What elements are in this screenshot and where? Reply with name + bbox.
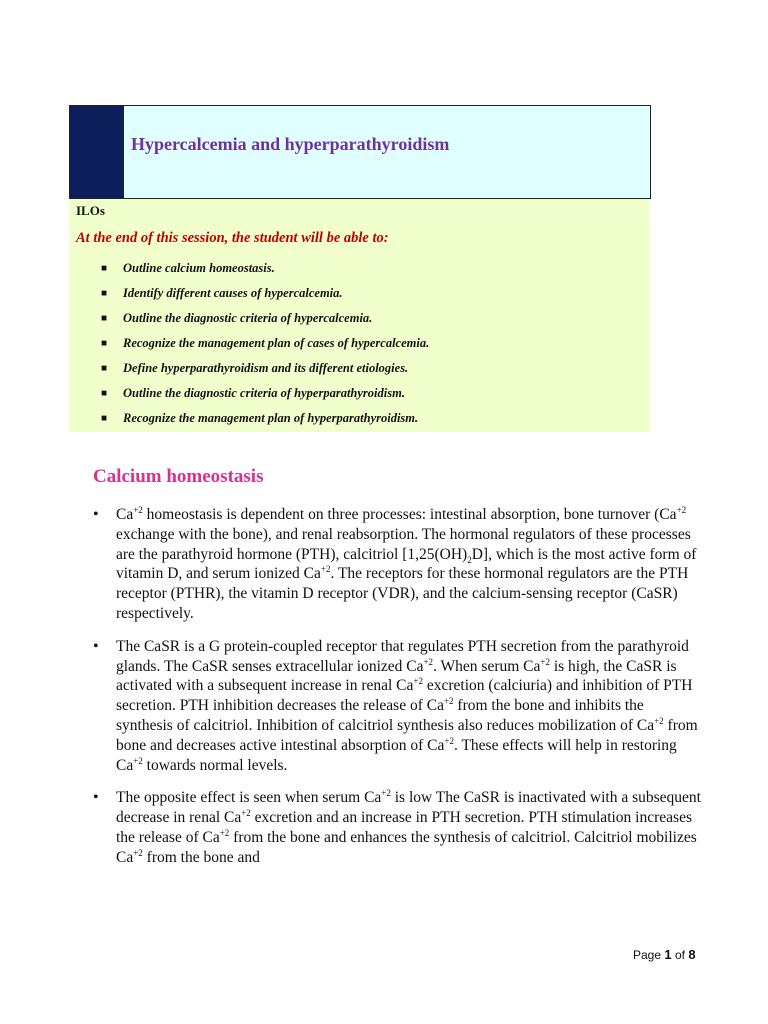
superscript: +2 xyxy=(241,808,251,818)
ilos-item-text: Define hyperparathyroidism and its different etiologies. xyxy=(123,361,409,375)
ilos-heading: ILOs xyxy=(76,203,105,218)
superscript: +2 xyxy=(676,504,687,515)
subscript: 2 xyxy=(467,554,472,565)
ilos-box xyxy=(69,199,650,432)
ilos-list-item xyxy=(101,331,429,356)
ilos-item-text: Recognize the management plan of cases of hypercalcemia. xyxy=(123,336,430,350)
square-bullet-icon: ■ xyxy=(101,288,108,299)
ilos-list-item xyxy=(101,381,429,406)
body-paragraph: $Ca^{+2}$ homeostasis is dependent on three processes: intestinal absorption, bone turnover ($Ca^{+2}$ exchange with the bone), and renal reabsorption. The hormonal regulators of these processes are the parathyroid hormone (PTH), calcitriol $[1,25(OH)_2D]$, which is the most active form of vitamin D, and serum ionized $Ca^{+2}$. The receptors for these hormonal regulators are the PTH receptor (PTHR), the vitamin D receptor (VDR), and the calcium-sensing receptor (CaSR) respectively. xyxy=(116,504,697,622)
page-label: Page xyxy=(633,948,662,962)
body-paragraph: The opposite effect is seen when serum $Ca^{+2}$ is low The CaSR is inactivated with a subsequent decrease in renal $Ca^{+2}$ excretion and an increase in PTH secretion. PTH stimulation increases the release of $Ca^{+2}$ from the bone and enhances the synthesis of calcitriol. Calcitriol mobilizes $Ca^{+2}$ from the bone and xyxy=(116,788,701,866)
ilos-item-text: Identify different causes of hypercalcemia. xyxy=(123,286,343,300)
superscript: +2 xyxy=(654,715,664,726)
superscript: +2 xyxy=(219,827,230,838)
superscript: +2 xyxy=(381,788,391,799)
ilos-item-text: Outline the diagnostic criteria of hypercalcemia. xyxy=(123,311,373,325)
title-box xyxy=(69,105,651,199)
body-list-item xyxy=(93,505,703,624)
superscript: +2 xyxy=(443,696,454,707)
square-bullet-icon: ■ xyxy=(101,313,108,324)
ilos-list-item xyxy=(101,406,429,431)
superscript: +2 xyxy=(444,735,454,746)
ilos-list xyxy=(101,256,429,431)
ilos-list-item xyxy=(101,356,429,381)
page-current: 1 xyxy=(664,947,672,962)
ilos-item-text: Outline the diagnostic criteria of hyperparathyroidism. xyxy=(123,386,405,400)
square-bullet-icon: ■ xyxy=(101,363,108,374)
title-accent-bar xyxy=(70,106,124,198)
bullet-dot-icon: • xyxy=(93,506,99,523)
superscript: +2 xyxy=(133,755,143,766)
superscript: +2 xyxy=(413,676,423,687)
square-bullet-icon: ■ xyxy=(101,413,108,424)
square-bullet-icon: ■ xyxy=(101,388,108,399)
document-title: Hypercalcemia and hyperparathyroidism xyxy=(131,134,450,154)
ilos-item-text: Outline calcium homeostasis. xyxy=(123,261,275,275)
body-paragraph: The CaSR is a G protein-coupled receptor that regulates PTH secretion from the parathyroid glands. The CaSR senses extracellular ionized $Ca^{+2}$. When serum $Ca^{+2}$ is high, the CaSR is activated with a subsequent increase in renal $Ca^{+2}$ excretion (calciuria) and inhibition of PTH secretion. PTH inhibition decreases the release of $Ca^{+2}$ from the bone and inhibits the synthesis of calcitriol. Inhibition of calcitriol synthesis also reduces mobilization of $Ca^{+2}$ from bone and decreases active intestinal absorption of $Ca^{+2}$. These effects will help in restoring $Ca^{+2}$ towards normal levels. xyxy=(116,637,698,774)
square-bullet-icon: ■ xyxy=(101,263,108,274)
superscript: +2 xyxy=(133,847,143,858)
square-bullet-icon: ■ xyxy=(101,338,108,349)
body-list-item xyxy=(93,788,703,867)
page-footer xyxy=(633,947,696,962)
ilos-list-item xyxy=(101,256,429,281)
superscript: +2 xyxy=(540,656,550,667)
superscript: +2 xyxy=(320,564,331,575)
ilos-item-text: Recognize the management plan of hyperparathyroidism. xyxy=(123,411,419,425)
page-of: of xyxy=(674,948,685,962)
body-list-item xyxy=(93,637,703,776)
superscript: +2 xyxy=(423,656,434,667)
page-total: 8 xyxy=(688,947,696,962)
superscript: +2 xyxy=(133,504,143,515)
ilos-list-item xyxy=(101,306,429,331)
body-bullet-list xyxy=(93,505,703,881)
ilos-list-item xyxy=(101,281,429,306)
section-heading: Calcium homeostasis xyxy=(93,466,264,487)
bullet-dot-icon: • xyxy=(93,789,99,807)
bullet-dot-icon: • xyxy=(93,637,99,655)
ilos-intro: At the end of this session, the student will be able to: xyxy=(76,230,389,246)
